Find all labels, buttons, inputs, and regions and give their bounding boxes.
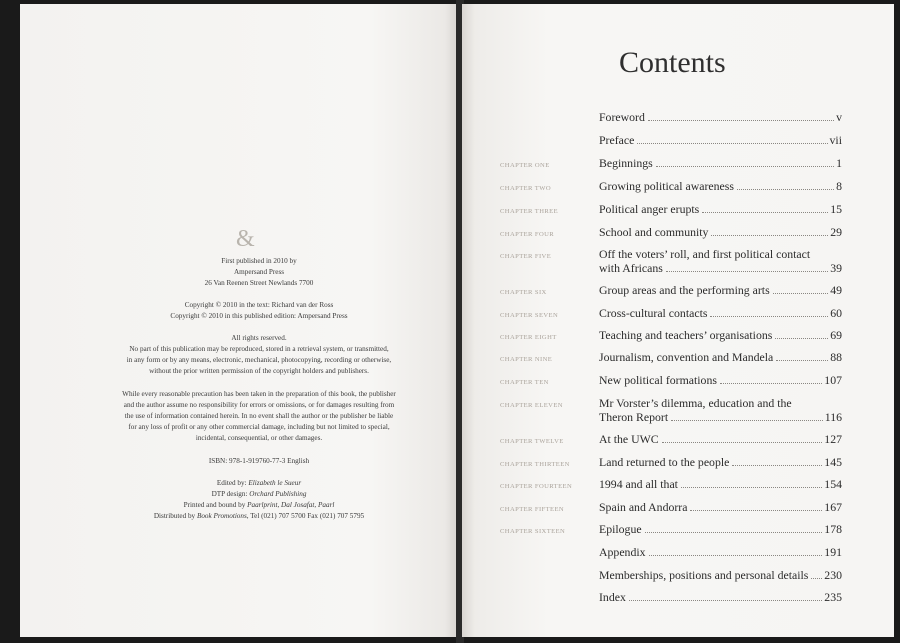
chapter-number: CHAPTER ONE [500, 162, 550, 169]
toc-entry-text [599, 478, 842, 492]
toc-title-line [599, 180, 842, 194]
toc-entry-text [599, 546, 842, 560]
chapter-number: CHAPTER SEVEN [500, 312, 559, 319]
publisher-block [100, 256, 418, 289]
chapter-title: Foreword [599, 110, 645, 124]
chapter-number: CHAPTER TWO [500, 185, 551, 192]
chapter-number: CHAPTER THREE [500, 208, 559, 215]
rights-line: All rights reserved. [231, 334, 287, 342]
chapter-title: Growing political awareness [599, 179, 734, 193]
chapter-title: Preface [599, 133, 635, 147]
credit-label: Edited by: [216, 479, 249, 487]
toc-entry-text [599, 203, 842, 217]
credit-line [100, 500, 418, 511]
toc-entry-text [599, 433, 842, 447]
publisher-line: First published in 2010 by [221, 257, 297, 265]
toc-title-line [599, 248, 842, 262]
toc-title-line [599, 397, 842, 411]
toc-entry-text [599, 329, 842, 343]
toc-entry-text [599, 501, 842, 515]
page-number: 107 [824, 373, 842, 387]
dot-leader [720, 383, 822, 384]
toc-entry-text [599, 523, 842, 537]
chapter-title: Index [599, 590, 626, 604]
chapter-number: CHAPTER EIGHT [500, 334, 557, 341]
dot-leader [671, 420, 823, 421]
toc-title-line [599, 374, 842, 388]
page-number: 116 [824, 409, 842, 424]
toc-entry-text [599, 180, 842, 194]
dot-leader [773, 293, 829, 294]
toc-title-line [599, 262, 842, 276]
page-number: 49 [830, 283, 842, 297]
chapter-title: Land returned to the people [599, 455, 730, 469]
chapter-number: CHAPTER FIFTEEN [500, 506, 565, 513]
chapter-number: CHAPTER TEN [500, 379, 549, 386]
chapter-title: Mr Vorster’s dilemma, education and the [599, 396, 792, 410]
page-number: v [836, 110, 842, 124]
credit-label: DTP design: [211, 490, 250, 498]
chapter-number: CHAPTER SIXTEEN [500, 528, 566, 535]
disclaimer-line: and the author assume no responsibility for errors or omissions, or for damages resulting from [123, 401, 395, 409]
chapter-title: Cross-cultural contacts [599, 306, 708, 320]
chapter-title: Memberships, positions and personal details [599, 568, 809, 582]
disclaimer-line: the use of information contained herein. In no event shall the author or the publisher be liable [124, 412, 394, 420]
toc-title-line [599, 157, 842, 171]
toc-title-line [599, 456, 842, 470]
dot-leader [811, 578, 822, 579]
toc-title-line [599, 411, 842, 425]
dot-leader [690, 510, 822, 511]
chapter-title: Off the voters’ roll, and first political contact [599, 247, 811, 261]
contents-page [462, 4, 894, 637]
chapter-number: CHAPTER THIRTEEN [500, 461, 570, 468]
toc-title-line [599, 284, 842, 298]
dot-leader [737, 189, 834, 190]
chapter-title: Teaching and teachers’ organisations [599, 328, 773, 342]
credit-line [100, 478, 418, 489]
rights-line: No part of this publication may be reproduced, stored in a retrieval system, or transmitted, [129, 345, 389, 353]
toc-title-line [599, 134, 842, 148]
toc-entry-text [599, 397, 842, 424]
dot-leader [776, 360, 828, 361]
copyright-line: Copyright © 2010 in the text: Richard van der Ross [184, 301, 334, 309]
page-number: 88 [830, 350, 842, 364]
page-number: 69 [830, 328, 842, 342]
page-number: 29 [830, 225, 842, 239]
chapter-number: CHAPTER ELEVEN [500, 402, 563, 409]
toc-entry-text [599, 226, 842, 240]
chapter-title: School and community [599, 225, 709, 239]
publisher-line: Ampersand Press [233, 268, 285, 276]
chapter-title: Epilogue [599, 522, 642, 536]
chapter-number: CHAPTER FOURTEEN [500, 483, 573, 490]
toc-title-line [599, 546, 842, 560]
toc-title-line [599, 226, 842, 240]
disclaimer-line: for any loss of profit or any other commercial damage, including but not limited to special, [128, 423, 390, 431]
contents-title: Contents [619, 46, 726, 79]
dot-leader [649, 555, 823, 556]
chapter-title: 1994 and all that [599, 477, 678, 491]
toc-title-line [599, 569, 842, 583]
credit-name: Orchard Publishing [249, 490, 307, 498]
publisher-line: 26 Van Reenen Street Newlands 7700 [204, 279, 314, 287]
toc-title-line [599, 329, 842, 343]
page-number: vii [829, 133, 842, 147]
page-number: 1 [836, 156, 842, 170]
credit-line [100, 489, 418, 500]
page-number: 154 [824, 477, 842, 491]
chapter-title: Theron Report [599, 409, 669, 424]
dot-leader [681, 487, 822, 488]
page-number: 8 [836, 179, 842, 193]
chapter-title: At the UWC [599, 432, 659, 446]
page-number: 127 [824, 432, 842, 446]
toc-entry-text [599, 284, 842, 298]
credit-name: Paarlprint, Dal Josafat, Paarl [247, 501, 335, 509]
rights-block [100, 333, 418, 377]
chapter-number: CHAPTER FOUR [500, 231, 555, 238]
page-number: 235 [824, 590, 842, 604]
page-number: 178 [824, 522, 842, 536]
toc-entry-text [599, 111, 842, 125]
page-number: 39 [830, 260, 842, 275]
toc-title-line [599, 433, 842, 447]
dot-leader [710, 316, 828, 317]
dot-leader [656, 166, 834, 167]
chapter-number: CHAPTER TWELVE [500, 438, 564, 445]
dot-leader [732, 465, 822, 466]
chapter-title: Journalism, convention and Mandela [599, 350, 774, 364]
page-number: 191 [824, 545, 842, 559]
chapter-number: CHAPTER FIVE [500, 253, 552, 260]
credits-block [100, 478, 418, 522]
dot-leader [648, 120, 834, 121]
rights-line: without the prior written permission of the copyright holders and publishers. [149, 367, 369, 375]
page-number: 167 [824, 500, 842, 514]
chapter-title: with Africans [599, 260, 663, 275]
disclaimer-block [100, 389, 418, 444]
toc-entry-text [599, 591, 842, 605]
dot-leader [645, 532, 823, 533]
dot-leader [702, 212, 828, 213]
dot-leader [775, 338, 828, 339]
toc-entry-text [599, 456, 842, 470]
disclaimer-line: While every reasonable precaution has been taken in the preparation of this book, the publisher [122, 390, 396, 398]
dot-leader [711, 235, 828, 236]
chapter-title: Political anger erupts [599, 202, 700, 216]
credit-label: Distributed by [153, 512, 197, 520]
chapter-number: CHAPTER NINE [500, 356, 553, 363]
toc-title-line [599, 478, 842, 492]
toc-entry-text [599, 307, 842, 321]
copyright-block [100, 300, 418, 322]
toc-title-line [599, 501, 842, 515]
toc-entry-text [599, 569, 842, 583]
credit-line [100, 511, 418, 522]
copyright-line: Copyright © 2010 in this published edition: Ampersand Press [170, 312, 348, 320]
chapter-title: Spain and Andorra [599, 500, 688, 514]
chapter-title: Appendix [599, 545, 646, 559]
toc-title-line [599, 307, 842, 321]
toc-title-line [599, 203, 842, 217]
dot-leader [637, 143, 827, 144]
toc-entry-text [599, 134, 842, 148]
credit-label: Printed and bound by [183, 501, 248, 509]
toc-title-line [599, 591, 842, 605]
ampersand-logo: & [236, 226, 255, 252]
credit-name: Book Promotions [196, 512, 247, 520]
credit-details: , Tel (021) 707 5700 Fax (021) 707 5795 [246, 512, 365, 520]
toc-entry-text [599, 248, 842, 275]
toc-title-line [599, 523, 842, 537]
toc-entry-text [599, 374, 842, 388]
chapter-number: CHAPTER SIX [500, 289, 547, 296]
dot-leader [662, 442, 823, 443]
chapter-title: New political formations [599, 373, 717, 387]
chapter-title: Group areas and the performing arts [599, 283, 770, 297]
toc-title-line [599, 351, 842, 365]
dot-leader [666, 271, 828, 272]
toc-entry-text [599, 157, 842, 171]
page-number: 15 [830, 202, 842, 216]
toc-title-line [599, 111, 842, 125]
page-number: 60 [830, 306, 842, 320]
page-number: 145 [824, 455, 842, 469]
isbn: ISBN: 978-1-919760-77-3 English [208, 457, 310, 465]
chapter-title: Beginnings [599, 156, 653, 170]
dot-leader [629, 600, 822, 601]
rights-line: in any form or by any means, electronic, mechanical, photocopying, recording or otherwise, [126, 356, 392, 364]
disclaimer-line: incidental, consequential, or other damages. [195, 434, 323, 442]
isbn-block [100, 456, 418, 467]
page-number: 230 [824, 568, 842, 582]
credit-name: Elizabeth le Sueur [248, 479, 302, 487]
toc-entry-text [599, 351, 842, 365]
